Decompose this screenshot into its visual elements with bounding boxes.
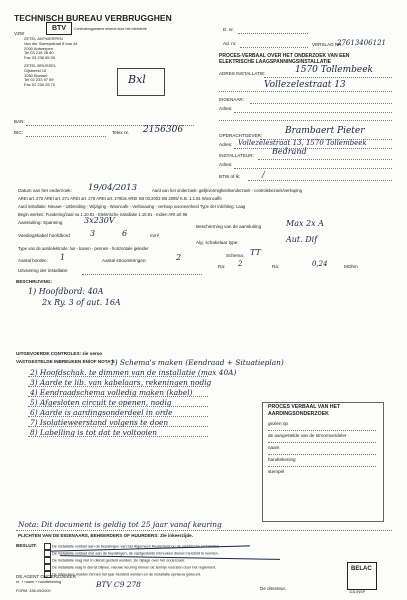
voedingskabel-value-a: 3 xyxy=(90,229,96,238)
uitgevoerde-label: UITGEVOERDE CONTROLES: zie verso xyxy=(16,351,103,356)
adres-label-1: Adres: xyxy=(219,106,233,111)
line-a1 xyxy=(264,77,392,78)
aansluiting-label: Aansluiting: Spanning xyxy=(18,220,63,225)
opdrachtgever-adres-value: Vollezelestraat 13, 1570 Tollembeek xyxy=(238,139,367,147)
inbreuk-rule-2 xyxy=(28,386,208,387)
besluit-checkbox-1 xyxy=(44,543,51,550)
alg-schakelaar-label: Alg. schakelaar type: xyxy=(196,240,239,245)
plichten-line: PLICHTEN VAN DE EIGENAARS, BEHEERDERS OF HUURDERS: Zie inkeerzijde. xyxy=(18,533,194,538)
uitvoering-line xyxy=(82,274,202,275)
datum-label: Datum van het onderzoek: xyxy=(18,188,72,193)
agent-label: DE AGENT ONDERZOEKER xyxy=(16,574,76,579)
ohm-value: 0,24 xyxy=(312,260,328,268)
accreditation-text: Controleorganisme erkend door het ministerie xyxy=(74,27,147,31)
aantal-stroomkringen-label: Aantal stroomkringen: xyxy=(102,258,147,263)
voedingskabel-label: Voedingskabel hoofdbord xyxy=(18,233,70,238)
uitvoering-label: Uitvoering der installatie: xyxy=(18,268,69,273)
inbreuk-rule-7 xyxy=(28,436,208,437)
voedingskabel-value-b: 6 xyxy=(122,229,128,238)
pv-rule-3 xyxy=(268,454,376,455)
inbreuk-line-5: 5) Afgesloten circuit te openen, nodig xyxy=(30,398,172,407)
inbreuk-line-4: 4) Eendraadschema volledig maken (kabel) xyxy=(30,388,193,397)
line-a5 xyxy=(219,120,392,121)
inbreuk-rule-1 xyxy=(28,376,208,377)
line-a4 xyxy=(234,112,392,113)
bic-label: BIC: xyxy=(14,130,23,135)
pv-stamp-line-4: handtekening xyxy=(268,457,296,462)
inbreuk-rule-5 xyxy=(28,416,208,417)
vzw-label: VZW xyxy=(14,31,25,36)
inbreuk-line-3: 3) Aarde te lib. van kabelaars, rekeningen nodig xyxy=(30,378,212,387)
bescherming-value: Max 2x A xyxy=(286,219,324,228)
opdrachtgever-value: Brambaert Pieter xyxy=(285,126,365,136)
beschrijving-line-2: 2x Ry. 3 of aut. 16A xyxy=(42,298,121,307)
inbreuk-line-7: 7) Isolatieweerstand volgens te doen xyxy=(30,418,169,427)
inbreuk-line-1: 1) Schema's maken (Eendraad + Situatieplan) xyxy=(110,358,284,367)
adres-installatie-label: ADRES INSTALLATIE: xyxy=(219,71,266,76)
pv-stamp-line-5: stempel xyxy=(268,469,285,474)
nota-line: Nota: Dit document is geldig tot 25 jaar vanaf keuring xyxy=(18,520,222,529)
pv-stamp-line-1: gezien op xyxy=(268,421,288,426)
beschrijving-line-1: 1) Hoofdbord: 40A xyxy=(28,287,104,296)
inbreuk-line-2: 2) Hoofdschak. te dimmen van de installatie (max 40A) xyxy=(30,368,237,377)
ad-nr-line xyxy=(240,47,308,48)
mohm-unit: MOhm xyxy=(344,264,358,269)
areis-line: AREI art. 270 AREI art. 271 AREI art. 276 AREI art. 276bis AREI KB 03.2003 KB 2005/ K.B. 1.1.81 Wooncaffe xyxy=(18,196,222,201)
d-nr-label: D. nr. xyxy=(223,27,234,32)
line-a2 xyxy=(219,91,392,92)
telex-label: Telex nr. xyxy=(112,130,130,135)
d-nr-line xyxy=(238,33,308,34)
besluit-options: De installatie voldoet aan de bepalingen van het Algemeen Reglement op de elektrische installaties. De installatie voldoet niet aan de bepalingen, de vastgestelde inbreuken dienen hersteld te worden. De installatie mag niet in dienst gesteld worden; zie bijlage over het onderzoek. De installatie mag in dienst blijven, nieuwe keuring binnen de termijn voorzien door het reglement. De inbreuken moeten binnen het jaar hersteld worden en de installatie opnieuw gekeurd. xyxy=(44,543,220,578)
begin-werken-line: Begin werken: Fundering/zaal na 1.10.81 - Elektrische installatie 1.10.81 - Indien ARI art 86 xyxy=(18,212,188,217)
adres-label-3: Adres: xyxy=(219,162,233,167)
pv-stamp-line-2: de aangestelde van de stroomverdeler xyxy=(268,433,347,438)
pv-rule-4 xyxy=(268,466,376,467)
installateur-label: INSTALLATEUR: xyxy=(219,153,254,158)
office-brussel: ZETEL BRUSSEL Gijsbeeld 15 1050 Brussel Tel 02 233 97 89 Fax 02 230 25 70 xyxy=(24,63,57,88)
company-name: TECHNISCH BUREAU VERBRUGGHEN xyxy=(14,13,172,23)
bic-line xyxy=(26,136,106,137)
telex-value: 2156306 xyxy=(143,125,184,135)
beschrijving-label: BESCHRIJVING: xyxy=(16,279,52,284)
datum-value: 19/04/2013 xyxy=(88,183,137,193)
eigenaar-label: EIGENAAR: xyxy=(219,97,245,102)
aardelektrode-label: Type van de aardelektrode: lus - banen - pennen - horizontale geleider xyxy=(18,246,149,251)
inbreuk-rule-4 xyxy=(28,406,208,407)
adres-label-2: Adres: xyxy=(219,142,233,147)
aard-installatie-line: Aard installatie: Nieuwe - Uitbreiding - Wijziging - Wooncafe - Verbouwing - verkoop wooneenheid Type der inlichting: Laag xyxy=(18,204,246,209)
besluit-checkbox-3 xyxy=(44,557,51,564)
aantal-borden-label: Aantal borden: xyxy=(18,258,48,263)
office-antwerpen: ZETEL ANTWERPEN Van der Sweepstraat 8 bus 44 2000 Antwerpen Tel 03 218 28 80 Fax 03 238 85 05 xyxy=(24,36,78,61)
ohm-label: Ra: xyxy=(272,264,280,269)
besluit-checkbox-4 xyxy=(44,564,51,571)
title-line-2: ELEKTRISCHE LAAGSPANNINGSINSTALLATIE xyxy=(219,59,331,65)
btv-logo: BTV xyxy=(46,22,72,35)
schema-label: Schema: xyxy=(226,253,245,258)
line-a3 xyxy=(250,103,392,104)
line-a7 xyxy=(234,148,392,149)
inbreuk-rule-6 xyxy=(28,426,208,427)
btw-label: BTW of lk: xyxy=(219,174,241,179)
ra-value: 2 xyxy=(238,260,243,268)
line-a8 xyxy=(258,159,392,160)
aantal-borden-value: 1 xyxy=(60,253,66,262)
verslag-label: VERSLAG NR. xyxy=(312,42,343,47)
director-label: De directeur, xyxy=(260,586,287,591)
pv-stamp-line-3: naam xyxy=(268,445,280,450)
opdrachtgever-label: OPDRACHTGEVER: xyxy=(219,133,263,138)
pv-stamp-title: PROCES VERBAAL VAN HET xyxy=(268,404,341,410)
belac-nr: 115-INSP xyxy=(349,590,366,594)
ad-nr-label: Ad. nr. xyxy=(223,41,237,46)
line-a10 xyxy=(248,180,392,181)
aansluiting-value: 3x230V xyxy=(84,216,115,225)
installateur-value: Bedrand xyxy=(272,147,307,156)
agent-value: BTV C9 278 xyxy=(96,580,141,589)
inbreuk-line-8: 8) Labelling is tot dat te voltooien xyxy=(30,428,158,437)
ra-label: Ra: xyxy=(218,264,226,269)
aantal-stroomkringen-value: 2 xyxy=(176,253,182,262)
adres-installatie-value: 1570 Tollembeek xyxy=(295,65,373,75)
alg-schakelaar-value: Aut. Dif xyxy=(286,235,318,244)
pv-rule-1 xyxy=(268,430,376,431)
inbreuk-line-6: 6) Aarde is aardingsonderdeel in orde xyxy=(30,408,173,417)
belac-text: BELAC xyxy=(351,566,372,572)
form-code: FORM. 338-09/2000 xyxy=(16,589,51,593)
pv-rule-2 xyxy=(268,442,376,443)
street-value: Vollezelestraat 13 xyxy=(264,80,346,90)
besluit-label: BESLUIT: xyxy=(16,543,37,548)
inbreuk-rule-3 xyxy=(28,396,208,397)
aard-label: Aard van het onderzoek: gelijkvormigheidsonderzoek - controlebezoek/verkoping xyxy=(152,188,302,193)
schema-value: TT xyxy=(250,248,261,257)
agent-sub: nr. + naam + handtekening xyxy=(16,580,62,584)
line-a9 xyxy=(234,168,392,169)
mm2-unit: mm² xyxy=(150,233,160,238)
pv-stamp-title-2: AARDINGSONDERZOEK xyxy=(268,411,329,417)
btw-value: / xyxy=(262,170,265,179)
bescherming-label: Bescherming van de aansluiting xyxy=(196,224,262,229)
verslag-value: 27613406121 xyxy=(337,39,386,47)
title-line-1: PROCES-VERBAAL OVER HET ONDERZOEK VAN EEN xyxy=(219,53,350,59)
ban-label: BAN: xyxy=(14,119,25,124)
vastgestelde-label: VASTGESTELDE INBREUKEN EN/OF NOTA'S xyxy=(16,359,115,364)
stamp-handwritten: Bxl xyxy=(128,73,146,86)
nota-rule xyxy=(16,530,392,531)
